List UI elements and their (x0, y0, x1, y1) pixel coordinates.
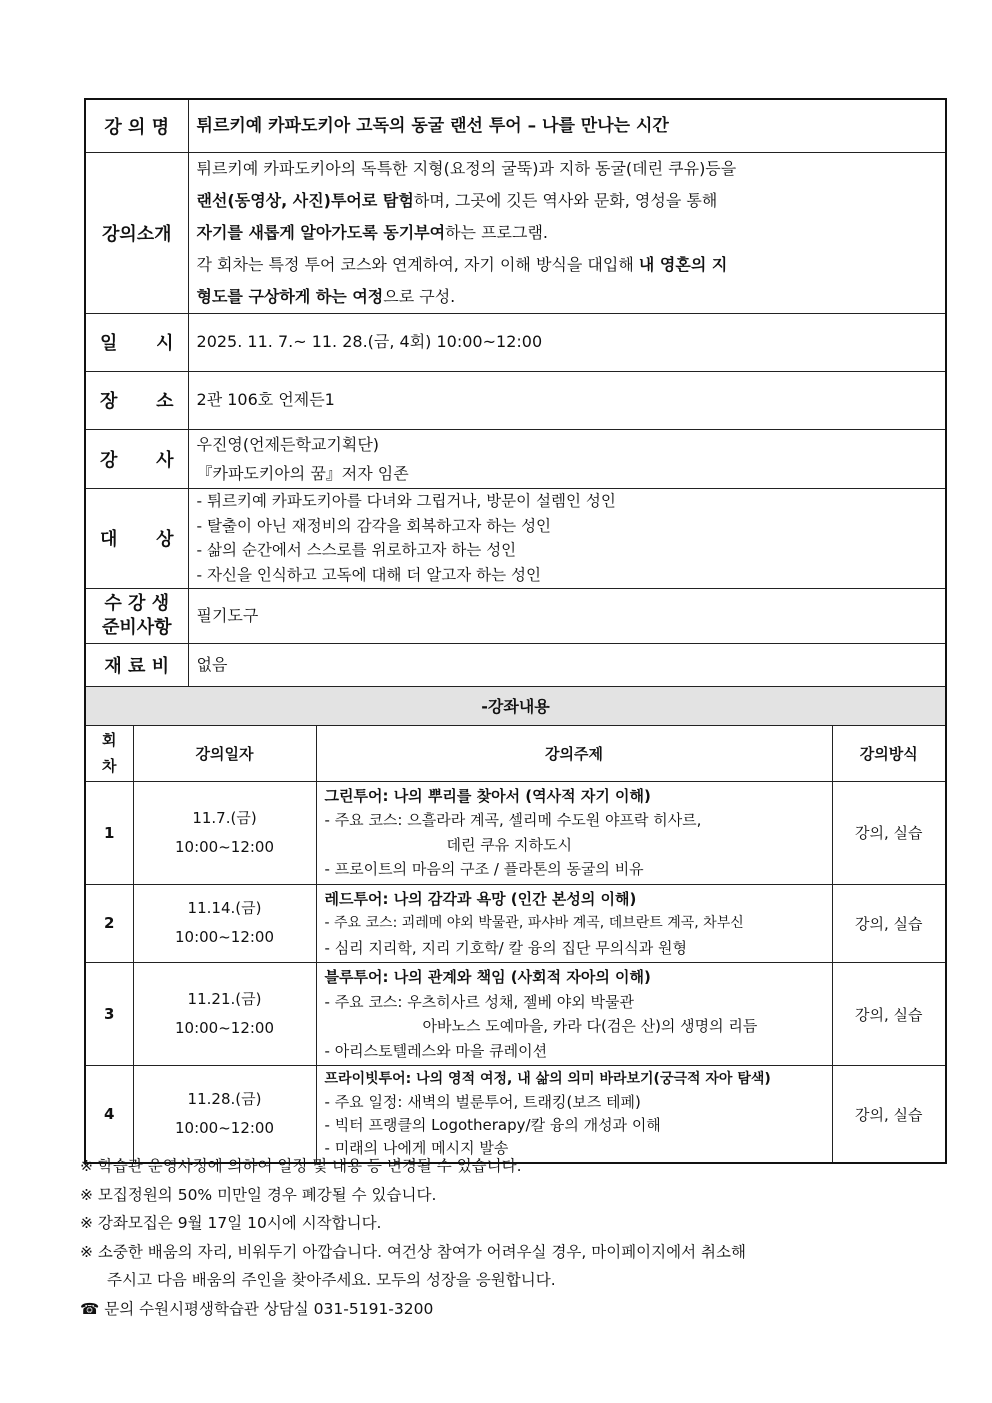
lecturer-name: 우진영(언제든학교기획단) (196, 434, 380, 454)
topic-line: - 아리스토텔레스와 마을 큐레이션 (324, 1041, 548, 1060)
schedule-header-row (85, 725, 946, 781)
topic-line: - 미래의 나에게 메시지 발송 (324, 1139, 509, 1157)
topic-line: - 빅터 프랭클의 Logotherapy/칼 융의 개성과 이해 (324, 1116, 661, 1134)
notice-line: ※ 학습관 운영사정에 의하여 일정 및 내용 등 변경될 수 있습니다. (80, 1157, 522, 1175)
intro-line-5: 형도를 구상하게 하는 여정으로 구성. (196, 286, 456, 306)
row-prep (85, 588, 946, 643)
row-title (85, 99, 946, 152)
notice-line: ※ 소중한 배움의 자리, 비워두기 아깝습니다. 여건상 참여가 어려우실 경우, 마이페이지에서 취소해 (80, 1242, 746, 1261)
topic-line: - 주요 일정: 새벽의 벌룬투어, 트래킹(보즈 테페) (324, 1093, 641, 1111)
intro-line-1: 튀르키예 카파도키아의 독특한 지형(요정의 굴뚝)과 지하 동굴(데린 쿠유)등을 (196, 158, 737, 178)
topic-title: 프라이빗투어: 나의 영적 여정, 내 삶의 의미 바라보기(궁극적 자아 탐색) (324, 1071, 771, 1087)
contact-text: 문의 수원시평생학습관 상담실 031-5191-3200 (104, 1299, 434, 1318)
target-label: 대 상 (85, 488, 188, 588)
row-intro (85, 152, 946, 313)
material-label: 재 료 비 (85, 643, 188, 686)
table-row (85, 781, 946, 884)
session-date: 11.7.(금) 10:00~12:00 (133, 781, 316, 884)
course-date: 2025. 11. 7.~ 11. 28.(금, 4회) 10:00~12:00 (188, 313, 946, 371)
session-method: 강의, 실습 (832, 884, 946, 963)
row-lecturer (85, 429, 946, 488)
course-prep: 필기도구 (188, 588, 946, 643)
session-date: 11.28.(금) 10:00~12:00 (133, 1066, 316, 1164)
topic-line: 아바노스 도예마을, 카라 다(검은 산)의 생명의 리듬 (422, 1017, 758, 1035)
course-lecturer (188, 429, 946, 488)
round-number: 4 (85, 1066, 133, 1164)
notice-line: ※ 모집정원의 50% 미만일 경우 폐강될 수 있습니다. (80, 1185, 437, 1204)
course-target (188, 488, 946, 588)
round-number: 3 (85, 963, 133, 1066)
header-date: 강의일자 (133, 725, 316, 781)
topic-line: - 심리 지리학, 지리 기호학/ 칼 융의 집단 무의식과 원형 (324, 938, 687, 957)
table-row (85, 1066, 946, 1164)
session-date: 11.14.(금) 10:00~12:00 (133, 884, 316, 963)
course-info-table (84, 98, 947, 1164)
topic-line: 데린 쿠유 지하도시 (446, 835, 572, 854)
intro-line-4: 각 회차는 특정 투어 코스와 연계하여, 자기 이해 방식을 대입해 내 영혼의 지 (196, 254, 728, 274)
place-label: 장 소 (85, 371, 188, 429)
session-topic (316, 963, 832, 1066)
header-method: 강의방식 (832, 725, 946, 781)
session-method: 강의, 실습 (832, 963, 946, 1066)
course-title: 튀르키예 카파도키아 고독의 동굴 랜선 투어 – 나를 만나는 시간 (188, 99, 946, 152)
course-info-sheet (84, 98, 923, 1164)
topic-line: - 프로이트의 마음의 구조 / 플라톤의 동굴의 비유 (324, 860, 644, 878)
notice-section (80, 1152, 930, 1323)
topic-title: 블루투어: 나의 관계와 책임 (사회적 자아의 이해) (324, 968, 651, 986)
session-method: 강의, 실습 (832, 1066, 946, 1164)
intro-label: 강의소개 (85, 152, 188, 313)
target-item: - 삶의 순간에서 스스로를 위로하고자 하는 성인 (196, 541, 517, 559)
session-topic (316, 781, 832, 884)
target-item: - 탈출이 아닌 재정비의 감각을 회복하고자 하는 성인 (196, 516, 552, 535)
header-round: 회 차 (85, 725, 133, 781)
schedule-section-title: -강좌내용 (85, 686, 946, 725)
round-number: 1 (85, 781, 133, 884)
topic-line: - 주요 코스: 으흘라라 계곡, 셀리메 수도원 야프락 히사르, (324, 811, 702, 829)
row-target (85, 488, 946, 588)
table-row (85, 884, 946, 963)
phone-icon: ☎ (80, 1299, 100, 1318)
session-date: 11.21.(금) 10:00~12:00 (133, 963, 316, 1066)
session-method: 강의, 실습 (832, 781, 946, 884)
row-place (85, 371, 946, 429)
topic-title: 그린투어: 나의 뿌리를 찾아서 (역사적 자기 이해) (324, 786, 651, 805)
contact-line (80, 1295, 930, 1324)
session-topic (316, 1066, 832, 1164)
row-material (85, 643, 946, 686)
target-item: - 튀르키예 카파도키아를 다녀와 그립거나, 방문이 설렘인 성인 (196, 492, 616, 510)
prep-label: 수 강 생 준비사항 (85, 588, 188, 643)
course-place: 2관 106호 언제든1 (188, 371, 946, 429)
round-number: 2 (85, 884, 133, 963)
session-topic (316, 884, 832, 963)
intro-line-2: 랜선(동영상, 사진)투어로 탐험하며, 그곳에 깃든 역사와 문화, 영성을 통해 (196, 190, 718, 210)
lecturer-label: 강 사 (85, 429, 188, 488)
title-label: 강 의 명 (85, 99, 188, 152)
intro-line-3: 자기를 새롭게 알아가도록 동기부여하는 프로그램. (196, 222, 548, 242)
course-intro (188, 152, 946, 313)
topic-line: - 주요 코스: 괴레메 야외 박물관, 파샤바 계곡, 데브란트 계곡, 차부신 (324, 915, 744, 931)
header-topic: 강의주제 (316, 725, 832, 781)
target-item: - 자신을 인식하고 고독에 대해 더 알고자 하는 성인 (196, 565, 541, 584)
date-label: 일 시 (85, 313, 188, 371)
topic-title: 레드투어: 나의 감각과 욕망 (인간 본성의 이해) (324, 889, 637, 908)
notice-line: 주시고 다음 배움의 주인을 찾아주세요. 모두의 성장을 응원합니다. (107, 1271, 556, 1289)
row-date (85, 313, 946, 371)
row-section-head (85, 686, 946, 725)
lecturer-book: 『카파도키아의 꿈』저자 임존 (196, 463, 409, 483)
table-row (85, 963, 946, 1066)
course-material: 없음 (188, 643, 946, 686)
notice-line: ※ 강좌모집은 9월 17일 10시에 시작합니다. (80, 1214, 382, 1232)
topic-line: - 주요 코스: 우츠히사르 성채, 젤베 야외 박물관 (324, 992, 634, 1011)
